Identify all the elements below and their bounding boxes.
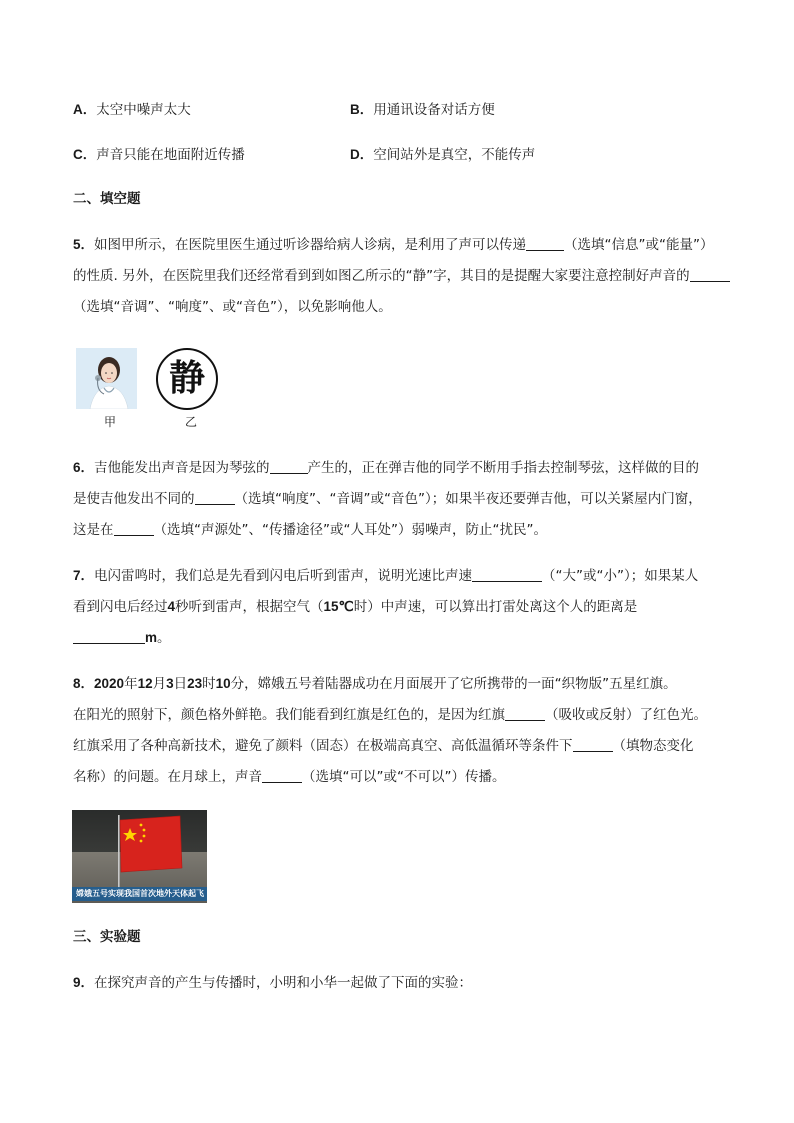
doctor-stethoscope-image	[76, 348, 137, 409]
image-caption-a: 甲	[104, 415, 117, 429]
question-9-line: 9．在探究声音的产生与传播时，小明和小华一起做了下面的实验：	[73, 975, 473, 991]
question-5-line: 的性质. 另外，在医院里我们还经常看到到如图乙所示的“静”字，其目的是提醒大家要注意控制好声音的	[73, 267, 730, 285]
question-7-line: m。	[73, 629, 171, 647]
option-c: C．声音只能在地面附近传播	[73, 147, 245, 163]
question-7-line: 看到闪电后经过4秒听到雷声，根据空气（15℃时）中声速，可以算出打雷处离这个人的距离是	[73, 599, 638, 615]
option-d: D．空间站外是真空，不能传声	[350, 147, 536, 163]
question-8-line: 红旗采用了各种高新技术，避免了颜料（固态）在极端高真空、高低温循环等条件下 （填物态变化	[73, 738, 694, 754]
section-title: 二、填空题	[73, 191, 141, 207]
section-title: 三、实验题	[73, 929, 141, 945]
moon-flag-photo	[72, 810, 207, 903]
question-5-line: 5．如图甲所示，在医院里医生通过听诊器给病人诊病，是利用了声可以传递 （选填“信息”或“能量”）	[73, 237, 714, 253]
question-5-line: （选填“音调”、“响度”、或“音色”），以免影响他人。	[73, 299, 392, 315]
option-a: A．太空中噪声太大	[73, 102, 191, 118]
question-6-line: 这是在 （选填“声源处”、“传播途径”或“人耳处”）弱噪声，防止“扰民”。	[73, 522, 547, 538]
question-6-line: 是使吉他发出不同的 （选填“响度”、“音调”或“音色”）；如果半夜还要弹吉他，可以关紧屋内门窗，	[73, 491, 702, 507]
question-8-line: 名称）的问题。在月球上，声音 （选填“可以”或“不可以”）传播。	[73, 769, 506, 785]
photo-caption-banner: 嫦娥五号实现我国首次地外天体起飞	[76, 889, 204, 898]
question-7-line: 7．电闪雷鸣时，我们总是先看到闪电后听到雷声，说明光速比声速 （“大”或“小”）；如果某人	[73, 568, 699, 584]
question-8-line: 在阳光的照射下，颜色格外鲜艳。我们能看到红旗是红色的，是因为红旗 （吸收或反射）了红色光。	[73, 707, 707, 723]
question-6-line: 6．吉他能发出声音是因为琴弦的 产生的，正在弹吉他的同学不断用手指去控制琴弦，这样做的目的	[73, 460, 700, 476]
quiet-sign-character: 静	[168, 358, 205, 399]
quiet-sign	[156, 348, 218, 410]
image-caption-b: 乙	[185, 415, 198, 429]
question-8-line: 8．2020年12月3日23时10分，嫦娥五号着陆器成功在月面展开了它所携带的一面“织物版”五星红旗。	[73, 676, 677, 692]
option-b: B．用通讯设备对话方便	[350, 102, 495, 118]
